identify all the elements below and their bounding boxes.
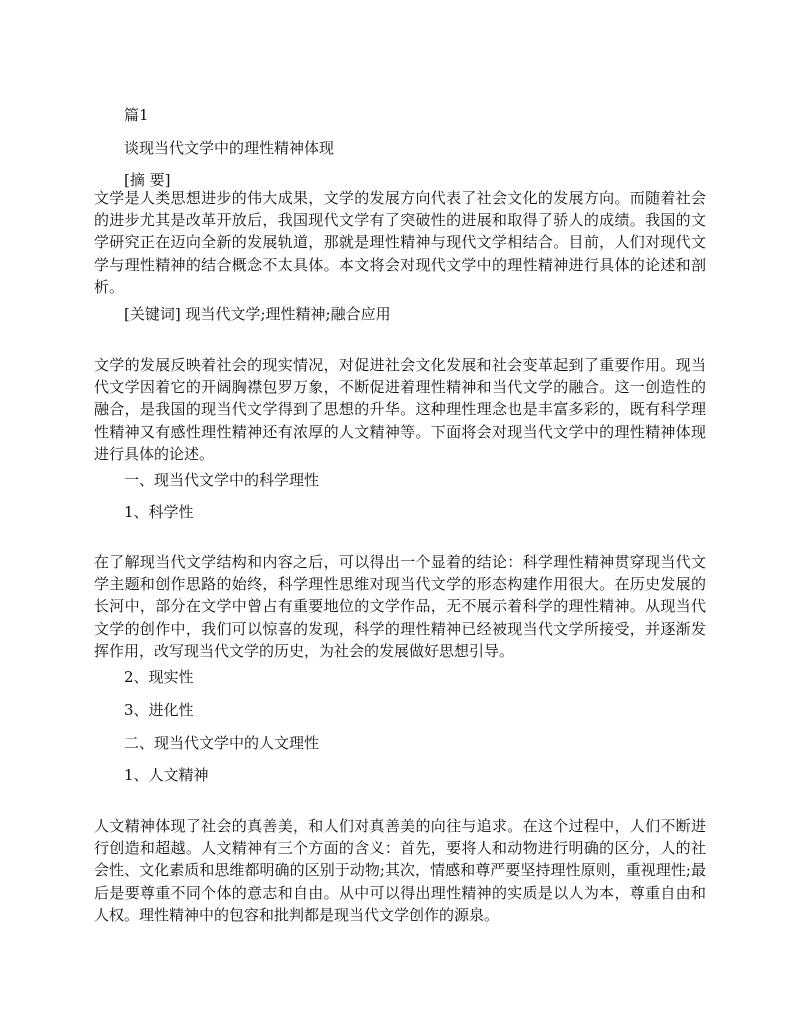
humanistic-paragraph: 人文精神体现了社会的真善美，和人们对真善美的向往与追求。在这个过程中，人们不断进行创造和超越。人文精神有三个方面的含义：首先，要将人和动物进行明确的区分，人的社会性、文化素质和思维都明确的区别于动物;其次，情感和尊严要坚持理性原则，重视理性;最后是要尊重不同个体的意志和自由。从中可以得出理性精神的实质是以人为本，尊重自由和人权。理性精神中的包容和批判都是现当代文学创作的源泉。: [94, 817, 706, 924]
scientific-paragraph: 在了解现当代文学结构和内容之后，可以得出一个显着的结论：科学理性精神贯穿现当代文学主题和创作思路的始终，科学理性思维对现当代文学的形态构建作用很大。在历史发展的长河中，部分在文学中曾占有重要地位的文学作品，无不展示着科学的理性精神。从现当代文学的创作中，我们可以惊喜的发现，科学的理性精神已经被现当代文学所接受，并逐渐发挥作用，改写现当代文学的历史，为社会的发展做好思想引导。: [94, 553, 706, 660]
document-title: 谈现当代文学中的理性精神体现: [124, 139, 335, 157]
intro-paragraph: 文学的发展反映着社会的现实情况，对促进社会文化发展和社会变革起到了重要作用。现当代文学因着它的开阔胸襟包罗万象，不断促进着理性精神和当代文学的融合。这一创造性的融合，是我国的现当代文学得到了思想的升华。这种理性理念也是丰富多彩的，既有科学理性精神又有感性理性精神还有浓厚的人文精神等。下面将会对现当代文学中的理性精神体现进行具体的论述。: [94, 356, 706, 463]
abstract-label: [摘 要]: [124, 171, 171, 189]
keywords-line: [关键词] 现当代文学;理性精神;融合应用: [124, 305, 391, 323]
subheading-evolution: 3、进化性: [124, 701, 194, 719]
heading-scientific-rationality: 一、现当代文学中的科学理性: [124, 471, 320, 489]
heading-humanistic-rationality: 二、现当代文学中的人文理性: [124, 734, 320, 752]
abstract-paragraph: 文学是人类思想进步的伟大成果，文学的发展方向代表了社会文化的发展方向。而随着社会的进步尤其是改革开放后，我国现代文学有了突破性的进展和取得了骄人的成绩。我国的文学研究正在迈向全新的发展轨道，那就是理性精神与现代文学相结合。目前，人们对现代文学与理性精神的结合概念不太具体。本文将会对现代文学中的理性精神进行具体的论述和剖析。: [94, 189, 706, 296]
subheading-humanistic-spirit: 1、人文精神: [124, 766, 209, 784]
section-label: 篇1: [124, 106, 149, 124]
subheading-reality: 2、现实性: [124, 668, 194, 686]
subheading-scientific: 1、科学性: [124, 503, 194, 521]
